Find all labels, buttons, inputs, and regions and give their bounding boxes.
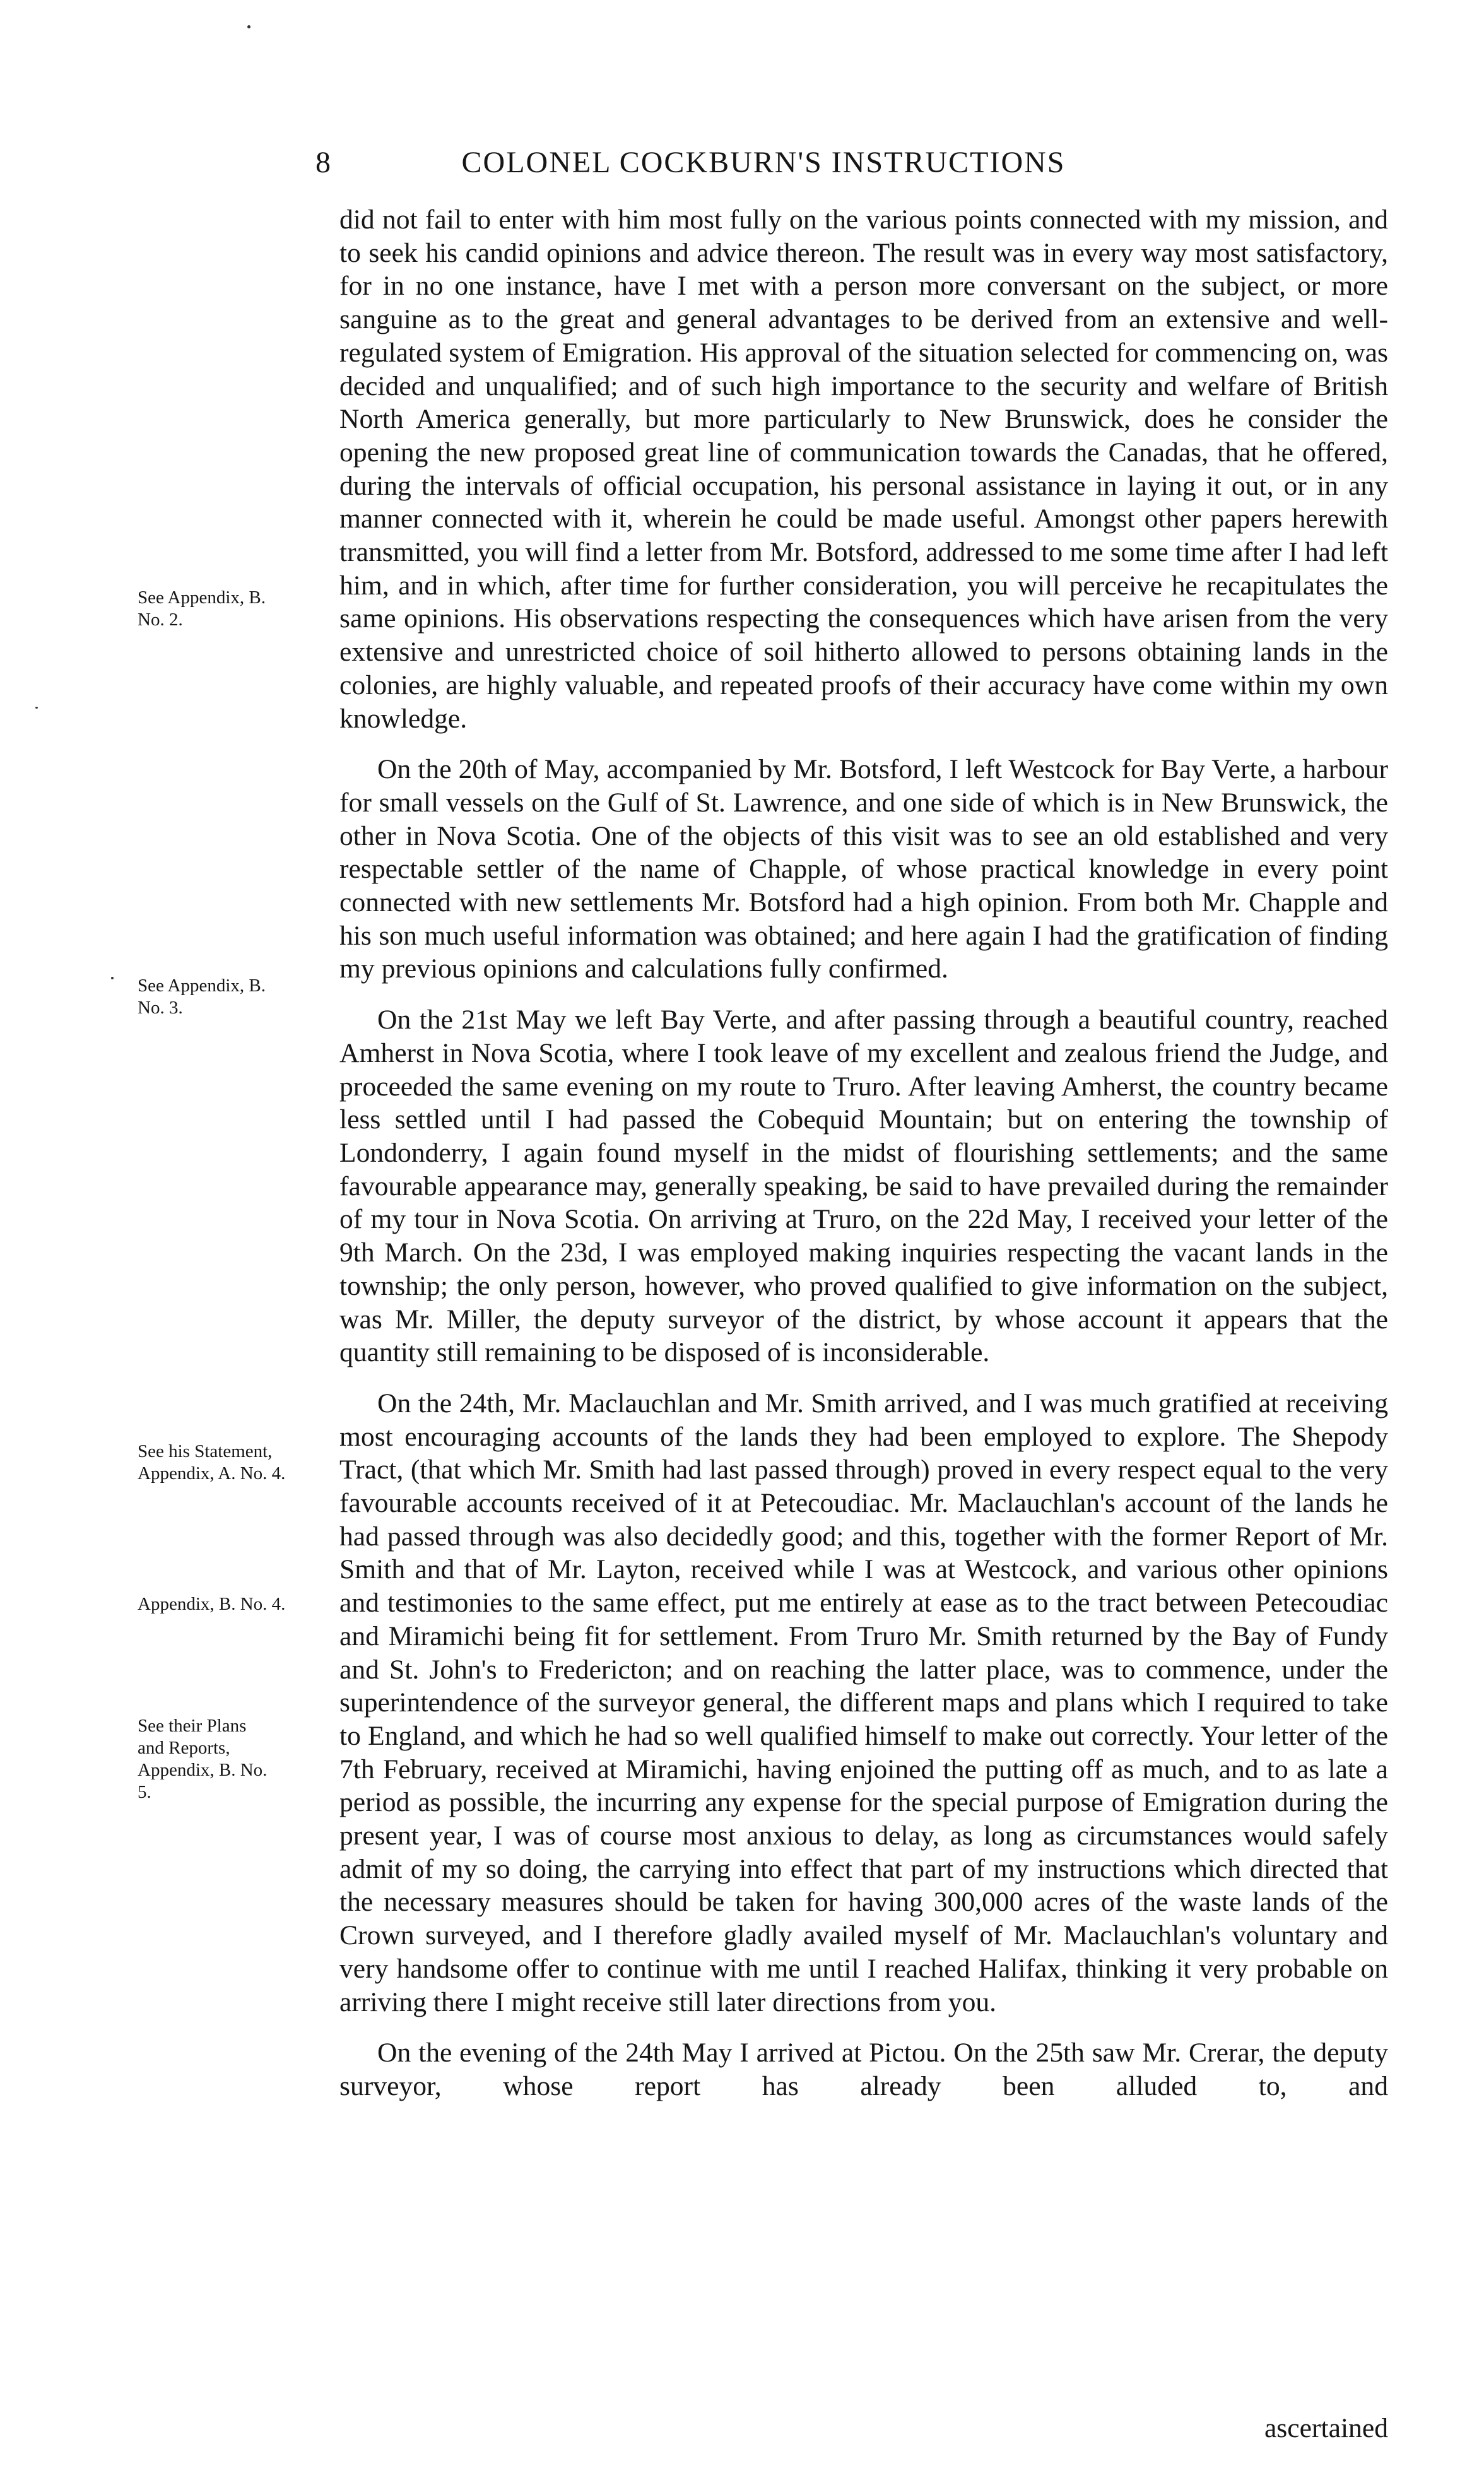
paragraph: On the 24th, Mr. Maclauchlan and Mr. Smith arrived, and I was much gratified at receiving most encouraging accounts of the lands they had been employed to explore. The Shepody Tract, (that which Mr. Smith had last passed through) proved in every respect equal to the very favourable accounts received of it at Petecoudiac. Mr. Maclauchlan's account of the lands he had passed through was also decidedly good; and this, together with the former Report of Mr. Smith and that of Mr. Layton, received while I was at Westcock, and various other opinions and testimonies to the same effect, put me entirely at ease as to the tract between Petecoudiac and Miramichi being fit for settlement. From Truro Mr. Smith returned by the Bay of Fundy and St. John's to Fredericton; and on reaching the latter place, was to commence, under the superintendence of the surveyor general, the different maps and plans which I required to take to England, and which he had so well qualified himself to make out correctly. Your letter of the 7th February, received at Miramichi, having enjoined the putting off as much, and to as late a period as possible, the incurring any expense for the special purpose of Emigration during the present year, I was of course most anxious to delay, as long as circumstances would safely admit of my so doing, the carrying into effect that part of my instructions which directed that the necessary measures should be taken for having 300,000 acres of the waste lands of the Crown surveyed, and I therefore gladly availed myself of Mr. Maclauchlan's voluntary and very handsome offer to continue with me until I reached Halifax, thinking it very probable on arriving there I might receive still later directions from you. (339, 1388, 1388, 2017)
paragraph: On the 20th of May, accompanied by Mr. Botsford, I left Westcock for Bay Verte, a harbour for small vessels on the Gulf of St. Lawrence, and one side of which is in New Brunswick, the other in Nova Scotia. One of the objects of this visit was to see an old established and very respectable settler of the name of Chapple, of whose practical knowledge in every point connected with new settlements Mr. Botsford had a high opinion. From both Mr. Chapple and his son much useful information was obtained; and here again I had the gratification of finding my previous opinions and calculations fully confirmed. (339, 754, 1388, 984)
page-number: 8 (315, 146, 331, 179)
paragraph: On the evening of the 24th May I arrived at Pictou. On the 25th saw Mr. Crerar, the deputy surveyor, whose report has already been alluded to, and (339, 2038, 1388, 2101)
margin-note-appendix-a4: See his Statement, Appendix, A. No. 4. (138, 1441, 286, 1484)
paragraph: did not fail to enter with him most fully on the various points connected with my mission, and to seek his candid opinions and advice thereon. The result was in every way most satisfactory, for in no one instance, have I met with a person more conversant on the subject, or more sanguine as to the great and general advantages to be derived from an extensive and well-regulated system of Emigration. His approval of the situation selected for commencing on, was decided and unqualified; and of such high importance to the security and welfare of British North America generally, but more particularly to New Brunswick, does he consider the opening the new proposed great line of communication towards the Canadas, that he offered, during the intervals of official occupation, his personal assistance in laying it out, or in any manner connected with it, wherein he could be made useful. Amongst other papers herewith transmitted, you will find a letter from Mr. Botsford, addressed to me some time after I had left him, and in which, after time for further consideration, you will perceive he recapitulates the same opinions. His observations respecting the consequences which have arisen from the very extensive and unrestricted choice of soil hitherto allowed to persons obtaining lands in the colonies, are highly valuable, and repeated proofs of their accuracy have come within my own knowledge. (339, 204, 1388, 734)
catchword: ascertained (1264, 2413, 1388, 2443)
margin-note-appendix-b3: See Appendix, B. No. 3. (138, 976, 266, 1018)
running-head: COLONEL COCKBURN'S INSTRUCTIONS (461, 146, 1066, 179)
printing-speck (247, 25, 250, 28)
margin-note-appendix-b2: See Appendix, B. No. 2. (138, 587, 266, 630)
paragraph: On the 21st May we left Bay Verte, and after passing through a beautiful country, reached Amherst in Nova Scotia, where I took leave of my excellent and zealous friend the Judge, and proceeded the same evening on my route to Truro. After leaving Amherst, the country became less settled until I had passed the Cobequid Mountain; but on entering the township of Londonderry, I again found myself in the midst of flourishing settlements; and the same favourable appearance may, generally speaking, be said to have prevailed during the remainder of my tour in Nova Scotia. On arriving at Truro, on the 22d May, I received your letter of the 9th March. On the 23d, I was employed making inquiries respecting the vacant lands in the township; the only person, however, who proved qualified to give information on the subject, was Mr. Miller, the deputy surveyor of the district, by whose account it appears that the quantity still remaining to be disposed of is inconsiderable. (339, 1005, 1388, 1368)
margin-note-appendix-b4: Appendix, B. No. 4. (138, 1594, 286, 1614)
printing-speck (35, 707, 38, 709)
page-header (315, 138, 1174, 188)
body-text (339, 203, 1388, 2103)
margin-note-appendix-b5: See their Plans and Reports, Appendix, B. No. 5. (138, 1716, 268, 1802)
printing-speck (111, 977, 114, 979)
